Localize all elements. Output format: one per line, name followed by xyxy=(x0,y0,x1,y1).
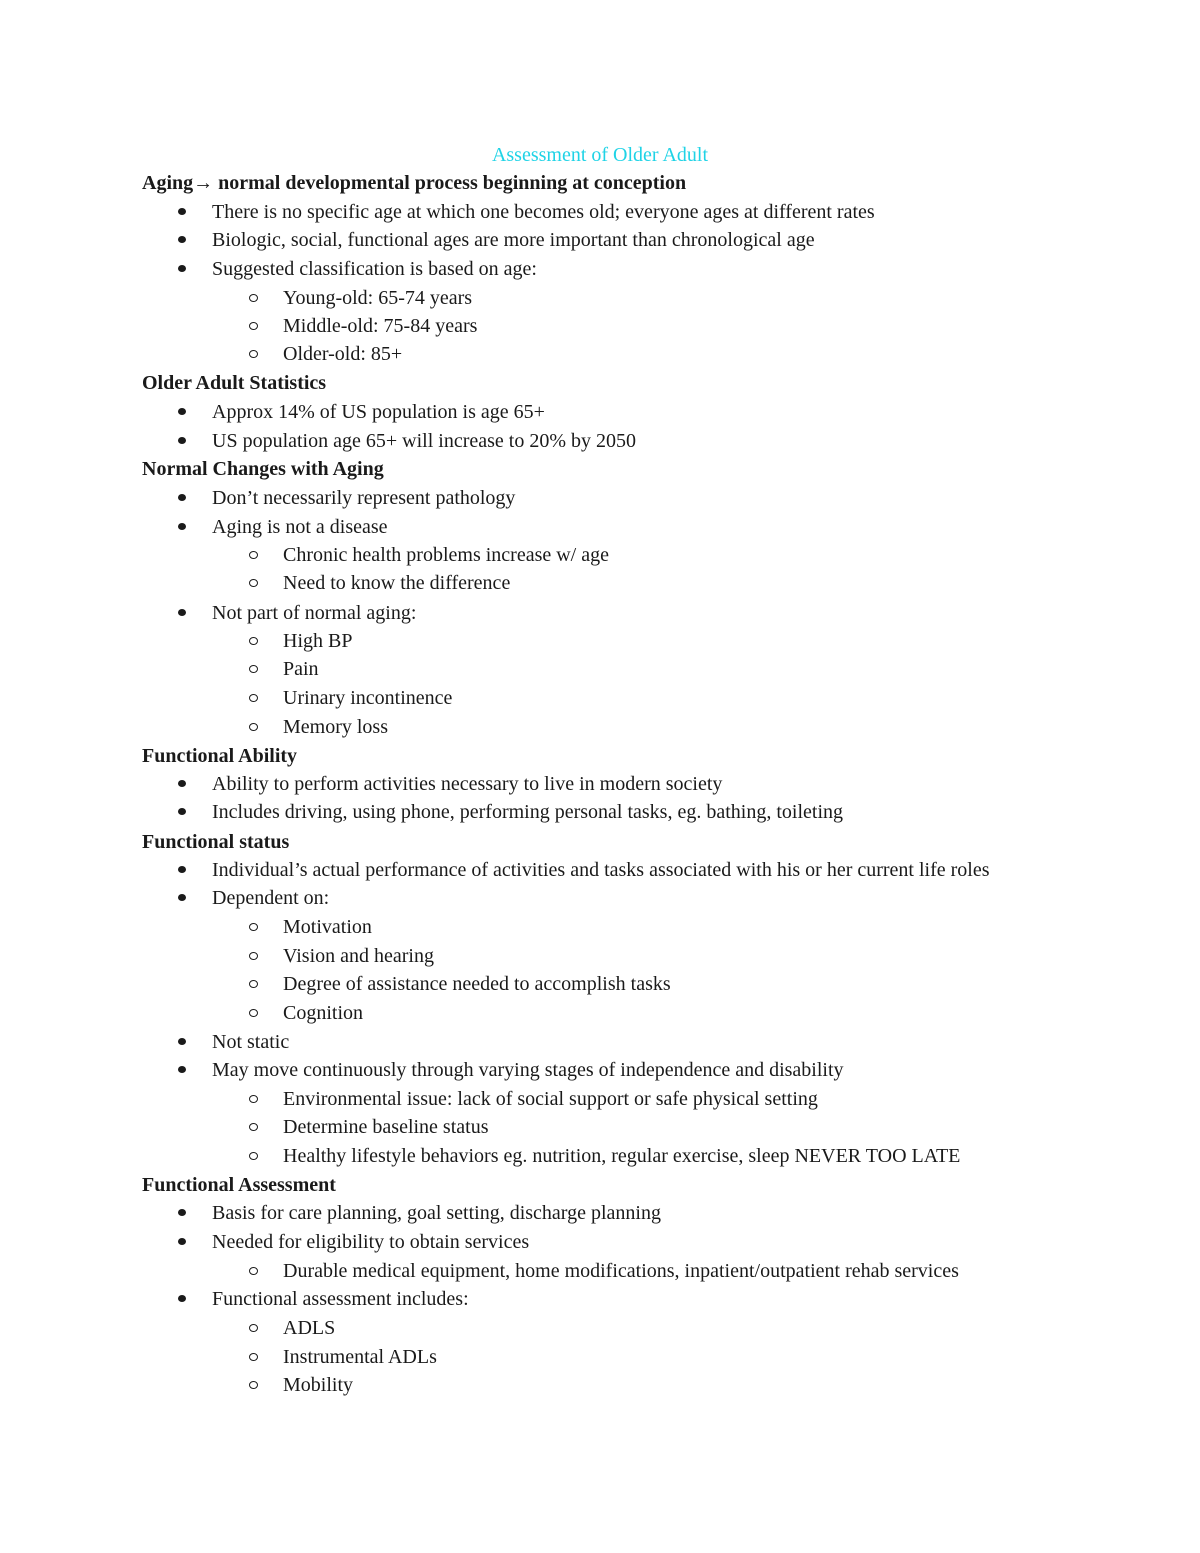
sub-list-item: Durable medical equipment, home modifications, inpatient/outpatient rehab services xyxy=(283,1257,959,1285)
sub-list-item: Determine baseline status xyxy=(283,1113,489,1141)
sub-list-item: High BP xyxy=(283,627,352,655)
sub-list-item: Motivation xyxy=(283,913,372,941)
list-item: Not part of normal aging: xyxy=(212,599,416,627)
list-item: US population age 65+ will increase to 20% by 2050 xyxy=(212,427,636,455)
sub-list-item: Healthy lifestyle behaviors eg. nutrition, regular exercise, sleep NEVER TOO LATE xyxy=(283,1142,960,1170)
sub-list-item: Cognition xyxy=(283,999,363,1027)
section-heading-statistics: Older Adult Statistics xyxy=(142,372,327,394)
sub-list-item: Mobility xyxy=(283,1371,353,1399)
sub-list-item: Older-old: 85+ xyxy=(283,340,402,368)
sub-list-item: Instrumental ADLs xyxy=(283,1343,437,1371)
sub-list-item: Need to know the difference xyxy=(283,569,510,597)
sub-list-item: Environmental issue: lack of social support or safe physical setting xyxy=(283,1085,818,1113)
sub-list-item: ADLS xyxy=(283,1314,335,1342)
section-heading-functional-status: Functional status xyxy=(142,831,290,853)
list-item: Approx 14% of US population is age 65+ xyxy=(212,398,545,426)
sub-list-item: Middle-old: 75-84 years xyxy=(283,312,477,340)
list-item: Functional assessment includes: xyxy=(212,1285,469,1313)
list-item: Aging is not a disease xyxy=(212,513,388,541)
sub-list-item: Urinary incontinence xyxy=(283,684,452,712)
list-item: Don’t necessarily represent pathology xyxy=(212,484,515,512)
sub-list-item: Degree of assistance needed to accomplish tasks xyxy=(283,970,671,998)
section-heading-functional-ability: Functional Ability xyxy=(142,745,298,767)
section-heading-aging: Aging→ normal developmental process beginning at conception xyxy=(142,172,687,194)
list-item: Includes driving, using phone, performing personal tasks, eg. bathing, toileting xyxy=(212,798,843,826)
section-heading-normal-changes: Normal Changes with Aging xyxy=(142,458,384,480)
sub-list-item: Chronic health problems increase w/ age xyxy=(283,541,609,569)
list-item: Basis for care planning, goal setting, discharge planning xyxy=(212,1199,661,1227)
list-item: May move continuously through varying stages of independence and disability xyxy=(212,1056,844,1084)
list-item: There is no specific age at which one becomes old; everyone ages at different rates xyxy=(212,198,875,226)
list-item: Biologic, social, functional ages are more important than chronological age xyxy=(212,226,815,254)
list-item: Not static xyxy=(212,1028,289,1056)
list-item: Suggested classification is based on age: xyxy=(212,255,537,283)
section-heading-functional-assessment: Functional Assessment xyxy=(142,1174,336,1196)
list-item: Dependent on: xyxy=(212,884,329,912)
list-item: Ability to perform activities necessary to live in modern society xyxy=(212,770,722,798)
list-item: Needed for eligibility to obtain services xyxy=(212,1228,529,1256)
list-item: Individual’s actual performance of activities and tasks associated with his or her current life roles xyxy=(212,856,990,884)
sub-list-item: Memory loss xyxy=(283,713,388,741)
sub-list-item: Pain xyxy=(283,655,319,683)
sub-list-item: Young-old: 65-74 years xyxy=(283,284,472,312)
sub-list-item: Vision and hearing xyxy=(283,942,434,970)
page-title: Assessment of Older Adult xyxy=(491,144,709,166)
